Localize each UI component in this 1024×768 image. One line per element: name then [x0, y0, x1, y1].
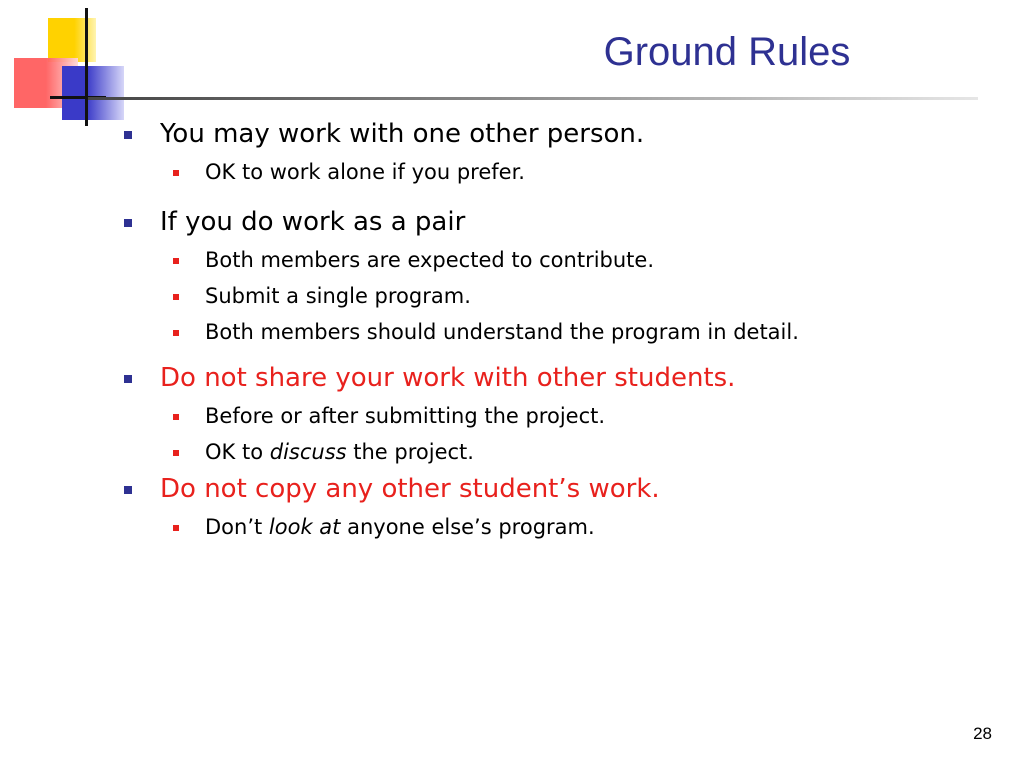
title-underline — [88, 97, 978, 100]
bullet-2 — [122, 206, 1002, 238]
square-bullet-icon — [124, 131, 132, 139]
sub-bullet-text-start: Don’t — [205, 515, 269, 539]
square-bullet-icon — [173, 294, 179, 300]
square-bullet-icon — [173, 170, 179, 176]
square-bullet-icon — [173, 525, 179, 531]
slide-title: Ground Rules — [603, 30, 851, 74]
square-bullet-icon — [173, 330, 179, 336]
sub-bullet-text: Both members should understand the program in detail. — [205, 320, 799, 344]
sub-bullet-text: OK to work alone if you prefer. — [205, 160, 525, 184]
sub-bullet-text: Before or after submitting the project. — [205, 404, 606, 428]
bullet-4 — [122, 473, 1002, 505]
blue-square-decoration — [62, 66, 124, 120]
sub-bullet-text-start: OK to — [205, 440, 270, 464]
square-bullet-icon — [173, 414, 179, 420]
vertical-line-decoration — [85, 8, 88, 126]
page-number: 28 — [973, 724, 992, 743]
sub-bullet-text-end: anyone else’s program. — [340, 515, 595, 539]
slide-logo-decoration — [0, 0, 150, 130]
square-bullet-icon — [124, 375, 132, 383]
sub-bullet-3-1 — [122, 403, 1002, 430]
sub-bullet-3-2 — [122, 439, 1002, 466]
sub-bullet-2-1 — [122, 247, 1002, 274]
sub-bullet-2-3 — [122, 319, 1002, 346]
square-bullet-icon — [124, 219, 132, 227]
emphasis-text: discuss — [269, 440, 347, 464]
emphasis-text: look at — [268, 515, 341, 539]
yellow-square-decoration — [48, 18, 96, 62]
bullet-1-text: You may work with one other person. — [160, 119, 645, 149]
sub-bullet-2-2 — [122, 283, 1002, 310]
bullet-1 — [122, 118, 1002, 150]
sub-bullet-4-1 — [122, 514, 1002, 541]
sub-bullet-text: Both members are expected to contribute. — [205, 248, 655, 272]
square-bullet-icon — [173, 450, 179, 456]
bullet-3 — [122, 362, 1002, 394]
bullet-2-text: If you do work as a pair — [160, 207, 466, 237]
sub-bullet-text: Submit a single program. — [205, 284, 471, 308]
sub-bullet-text-end: the project. — [346, 440, 474, 464]
square-bullet-icon — [173, 258, 179, 264]
slide-content — [122, 118, 1002, 541]
sub-bullet-1-1 — [122, 159, 1002, 186]
square-bullet-icon — [124, 486, 132, 494]
bullet-4-text: Do not copy any other student’s work. — [160, 474, 660, 504]
bullet-3-text: Do not share your work with other students. — [160, 363, 736, 393]
